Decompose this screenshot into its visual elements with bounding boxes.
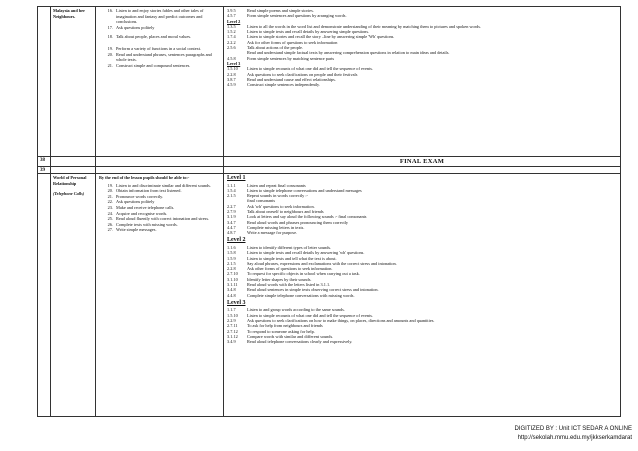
skills-cell: [224, 174, 621, 417]
table-row: [38, 167, 621, 174]
objective-item: 21. Construct simple and compound sentences.: [107, 62, 191, 68]
skill-item: 1.1.7 Listen to and group words according to the same sounds.: [227, 307, 345, 313]
skill-item: 4.4.7 Complete missing letters in texts.: [227, 224, 305, 230]
objective-item: 19. Perform a variety of functions in a social context.: [107, 45, 202, 51]
objective-item: 24. Acquire and recognise words.: [107, 210, 168, 216]
skill-item: Read and understand simple factual texts by answering comprehension questions in relation to main ideas and details.: [247, 50, 450, 56]
skill-item: 2.5.6 Talk about actions of the people.: [227, 45, 304, 51]
skill-item: 2.2.2 Ask for other forms of questions to seek information: [227, 39, 338, 45]
skill-item: 2.7.10 To request for specific objects in school when carrying out a task.: [227, 271, 360, 277]
footer-url: http://sekolah.mmu.edu.my/jkkserkamdarat: [517, 435, 632, 441]
skill-item: 2.2.8 Ask questions to seek clarifications on people and their festivals: [227, 71, 358, 77]
objectives-cell: [96, 7, 224, 157]
skill-item: 1.5.4 Listen to simple telephone conversations and understand messages: [227, 187, 362, 193]
objective-item: 27. Write simple messages.: [107, 227, 157, 233]
skill-item: 4.8.7 Write a message for purpose.: [227, 230, 298, 236]
objective-item: 20. Obtain information from text listened.: [107, 188, 182, 194]
skill-item: 3.4.8 Read aloud sentences in simple texts observing correct stress and intonation.: [227, 287, 379, 293]
digitized-footer: [515, 425, 632, 443]
skill-item: 3.4.7 Read aloud words and phrases pronouncing them correctly: [227, 219, 349, 225]
objective-item: 25. Read aloud fluently with correct intonation and stress.: [107, 216, 210, 222]
theme-cell: [51, 7, 96, 157]
theme-subtitle: (Telephone Calls): [53, 191, 85, 197]
skills-cell: [224, 7, 621, 157]
skill-item: 1.5.2 Listen to simple texts and recall details by answering simple questions.: [227, 29, 370, 35]
skill-item: 3.1.11 Read aloud words with the letters listed in 3.1.1.: [227, 282, 331, 288]
table-row: [38, 7, 621, 157]
skill-item: 4.4.8 Complete simple telephone conversations with missing words.: [227, 292, 355, 298]
level-heading: Level 1: [227, 175, 246, 181]
skill-item: 2.7.12 To respond to someone asking for help.: [227, 328, 315, 334]
skill-item: 1.5.10 Listen to simple recounts of what one did and tell the sequence of events.: [227, 66, 374, 72]
objectives-heading: By the end of the lesson pupils should be able to:-: [99, 175, 190, 180]
skill-item: 4.5.7 Form simple sentences and questions by arranging words.: [227, 13, 347, 19]
week-number: 38: [38, 157, 51, 167]
table-row: [38, 157, 621, 167]
skill-item: 2.2.9 Ask questions to seek clarifications on how to make things, on places, directions and amounts and quantities.: [227, 318, 435, 324]
theme-cell: [51, 174, 96, 417]
objective-item: 20. Read and understand phrases, sentences paragraphs and whole texts.: [107, 51, 212, 63]
skill-item: 2.2.8 Ask other forms of questions to seek information.: [227, 266, 333, 272]
skill-item: final consonants: [247, 198, 276, 204]
skill-item: 3.1.12 Compare words with similar and different sounds.: [227, 333, 334, 339]
week-cell: [38, 7, 51, 157]
objective-item: 22. Ask questions politely: [107, 199, 155, 205]
skill-item: 2.2.7 Ask 'wh' questions to seek information.: [227, 203, 315, 209]
skill-item: 1.1.6 Listen to identify different types of letter sounds.: [227, 244, 332, 250]
level-heading: Level 2: [227, 18, 241, 24]
skill-item: 1.1.1 Listen and repeat final consonants: [227, 182, 306, 188]
skill-item: 1.5.10 Listen to simple recounts of what one did and tell the sequence of events.: [227, 312, 374, 318]
skill-item: 2.7.9 Talk about oneself to neighbours and friends: [227, 208, 324, 214]
theme-text: World of Personal Relationship: [53, 175, 87, 186]
theme-text: Malaysia and her Neighbours.: [53, 8, 85, 19]
skill-item: 4.5.9 Construct simple sentences independently.: [227, 82, 320, 88]
skill-item: 1.7.4 Listen to simple stories and recall the story –line by answering simple 'Wh' questions.: [227, 34, 395, 40]
week-number: 39: [38, 167, 51, 174]
objective-item: 19. Listen to and discriminate similar and different sounds.: [107, 182, 211, 188]
objective-item: 23. Make and receive telephone calls.: [107, 204, 175, 210]
skill-item: 1.5.9 Listen to simple texts and tell what the text is about.: [227, 255, 337, 261]
level-heading: Level 3: [227, 299, 246, 306]
objective-item: 26. Complete texts with missing words.: [107, 221, 178, 227]
objectives-cell: [96, 174, 224, 417]
skill-item: 3.1.9 Look at letters and say aloud the following sounds :- final consonants: [227, 214, 367, 220]
skill-item: 2.1.5 Say aloud phrases, expressions and exclamations with the correct stress and intonation.: [227, 260, 397, 266]
skill-item: 3.9.5 Read simple poems and simple stories.: [227, 8, 314, 13]
skill-item: 3.1.10 Identify letter shapes by their sounds.: [227, 276, 312, 282]
syllabus-table: [37, 6, 621, 417]
final-exam-label: FINAL EXAM: [224, 157, 621, 167]
table-row: [38, 174, 621, 417]
objective-item: 16. Listen to and enjoy stories fables and other tales of imagination and fantasy and predict outcomes and conclusions.: [107, 8, 204, 25]
objective-item: 21. Pronounce words correctly.: [107, 193, 164, 199]
skill-item: 3.4.9 Read aloud telephone conversations clearly and expressively.: [227, 339, 353, 345]
skill-item: 1.3.5 Listen to all the words in the word list and demonstrate understanding of their meaning by matching them to pictures and spoken words.: [227, 23, 482, 29]
skill-item: 2.1.5 Repeat sounds in words correctly :-: [227, 193, 308, 199]
level-heading: Level 3: [227, 60, 241, 66]
skill-item: 2.7.11 To ask for help from neighbours and friends: [227, 323, 323, 329]
skill-item: 1.5.8 Listen to simple texts and recall details by answering 'wh' questions.: [227, 250, 365, 256]
skill-item: 4.5.8 Form simple sentences by matching sentence parts: [227, 55, 335, 61]
objective-item: 17. Ask questions politely: [107, 24, 155, 30]
skill-item: 3.8.7 Read and understand cause and effect relationships.: [227, 76, 336, 82]
level-heading: Level 2: [227, 237, 246, 244]
objective-item: 18. Talk about people, places and moral values.: [107, 34, 192, 40]
footer-credit: DIGITIZED BY : Unit ICT SEDAR A ONLINE: [514, 426, 632, 432]
